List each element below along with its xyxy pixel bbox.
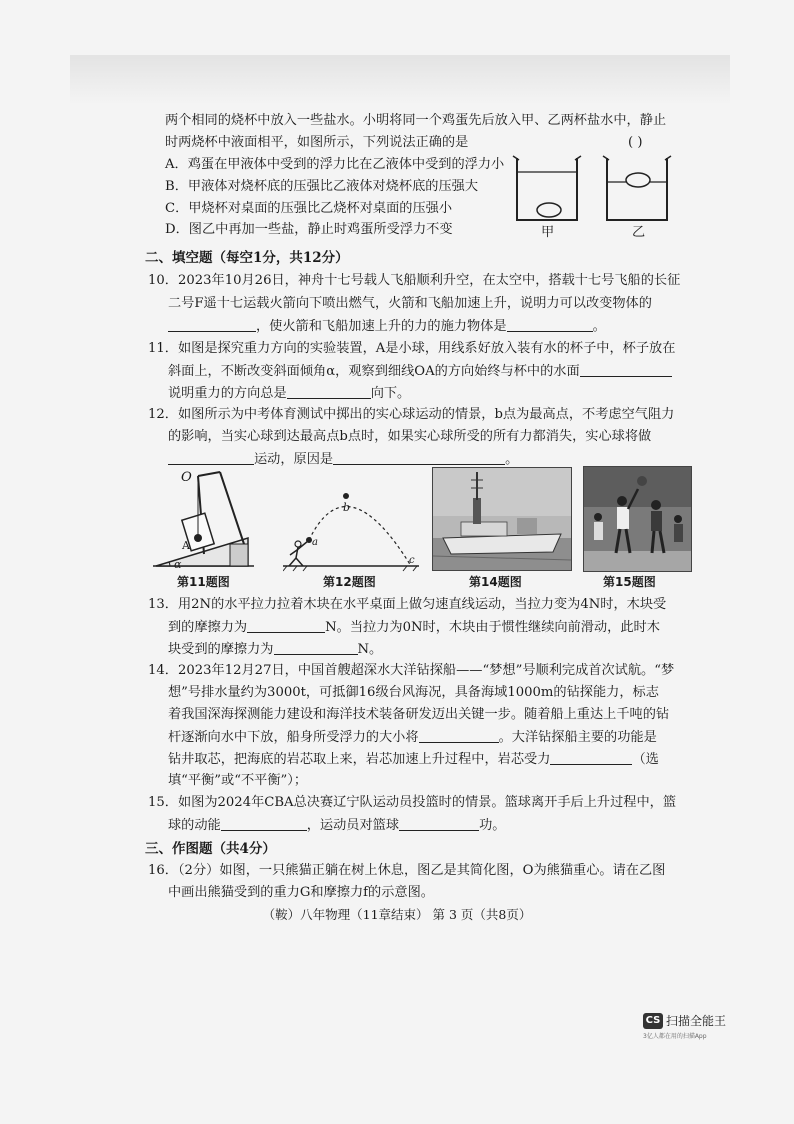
section-2-title: 二、填空题（每空1分，共12分）: [145, 250, 349, 266]
fig12-label-b: b: [343, 501, 351, 514]
q13-line-2-b: N。当拉力为0N时，木块由于惯性继续向前滑动，此时木: [325, 620, 660, 635]
figure-15-photo: [583, 466, 692, 572]
page-footer: （鞍）八年物理（11章结束） 第 3 页（共8页）: [262, 907, 532, 922]
q14-line-1: 14．2023年12月27日，中国首艘超深水大洋钻探船——“梦想”号顺利完成首次试航。“梦: [148, 663, 675, 678]
q16-line-2: 中画出熊猫受到的重力G和摩擦力f的示意图。: [168, 885, 434, 900]
fig11-caption: 第11题图: [177, 575, 230, 589]
q13-line-2-a: 到的摩擦力为: [168, 620, 248, 635]
q15-line-2-a: 球的动能: [168, 818, 221, 833]
fig11-label-a: A: [182, 539, 190, 552]
q14-blank-2[interactable]: [550, 750, 632, 765]
fig12-label-c: c: [409, 555, 415, 566]
q11-line-2-text: 斜面上，不断改变斜面倾角α，观察到细线OA的方向始终与杯中的水面: [168, 364, 580, 379]
q14-line-2: 想”号排水量约为3000t，可抵御16级台风海况，具备海域1000m的钻探能力，标志: [168, 685, 659, 700]
q12-blank-2[interactable]: [333, 450, 505, 465]
fig12-caption: 第12题图: [323, 575, 376, 589]
q9-answer-paren: ( ): [628, 135, 643, 150]
fig15-caption: 第15题图: [603, 575, 656, 589]
q10-line-3-end: 。: [592, 319, 606, 334]
q15-line-2-b: ，运动员对篮球: [306, 818, 400, 833]
q10-blank-1[interactable]: [168, 317, 256, 332]
figure-11: [148, 466, 260, 572]
q12-line-3-a: 运动，原因是: [254, 452, 334, 467]
q9-option-d: D．图乙中再加一些盐，静止时鸡蛋所受浮力不变: [165, 222, 453, 237]
beaker-yi: [603, 156, 671, 220]
scanner-logo-icon: CS: [643, 1013, 663, 1029]
q13-line-3-b: N。: [357, 642, 383, 657]
scanner-brand-slogan: 3亿人都在用的扫描App: [643, 1033, 707, 1040]
q15-blank-2[interactable]: [399, 816, 479, 831]
q11-line-3-a: 说明重力的方向总是: [168, 386, 287, 401]
q13-line-3-a: 块受到的摩擦力为: [168, 642, 274, 657]
q14-blank-1[interactable]: [419, 728, 499, 743]
q12-line-3-end: 。: [505, 452, 519, 467]
q15-blank-1[interactable]: [221, 816, 307, 831]
scanner-brand-name: 扫描全能王: [666, 1014, 727, 1028]
label-jia: 甲: [541, 225, 555, 240]
q14-line-4-b: 。大洋钻探船主要的功能是: [498, 730, 657, 745]
q10-line-3-mid: ，使火箭和飞船加速上升的力的施力物体是: [256, 319, 507, 334]
q14-line-4-a: 杆逐渐向水中下放，船身所受浮力的大小将: [168, 730, 419, 745]
q11-line-2: [168, 362, 672, 381]
q15-line-1: 15．如图为2024年CBA总决赛辽宁队运动员投篮时的情景。篮球离开手后上升过程中，篮: [148, 795, 677, 810]
q13-blank-2[interactable]: [274, 640, 358, 655]
fig11-label-o: O: [181, 470, 192, 485]
scanner-watermark: [643, 1010, 726, 1040]
fig12-label-a: a: [312, 537, 318, 548]
q13-line-1: 13．用2N的水平拉力拉着木块在水平桌面上做匀速直线运动，当拉力变为4N时，木块受: [148, 597, 667, 612]
q13-blank-1[interactable]: [247, 618, 325, 633]
q10-line-1: 10．2023年10月26日，神舟十七号载人飞船顺利升空，在太空中，搭载十七号飞船的长征: [148, 273, 681, 288]
q15-line-2: [168, 816, 505, 835]
q12-line-2: 的影响，当实心球到达最高点b点时，如果实心球所受的所有力都消失，实心球将做: [168, 429, 652, 444]
section-3-title: 三、作图题（共4分）: [145, 841, 276, 857]
q14-line-6: 填“平衡”或“不平衡”）；: [168, 773, 308, 788]
label-yi: 乙: [632, 225, 646, 240]
q11-blank-2[interactable]: [287, 384, 371, 399]
q9-beakers-figure: [505, 150, 685, 230]
q9-stem-2: 时两烧杯中液面相平，如图所示，下列说法正确的是: [165, 135, 469, 150]
figure-14-photo: [432, 467, 572, 571]
q13-line-3: [168, 640, 382, 659]
beaker-jia: [513, 156, 581, 220]
fig14-caption: 第14题图: [469, 575, 522, 589]
q9-option-b: B．甲液体对烧杯底的压强比乙液体对烧杯底的压强大: [165, 179, 479, 194]
q12-line-1: 12．如图所示为中考体育测试中掷出的实心球运动的情景，b点为最高点，不考虑空气阻力: [148, 407, 675, 422]
q14-line-4: [168, 728, 657, 747]
q9-option-a: A．鸡蛋在甲液体中受到的浮力比在乙液体中受到的浮力小: [165, 157, 505, 172]
q15-line-2-c: 功。: [479, 818, 506, 833]
scan-shadow: [70, 55, 730, 105]
figure-12: [283, 478, 423, 572]
q14-line-3: 着我国深海探测能力建设和海洋技术装备研发迈出关键一步。随着船上重达上千吨的钻: [168, 707, 670, 722]
q13-line-2: [168, 618, 660, 637]
q11-line-3: [168, 384, 410, 403]
q9-stem-1: 两个相同的烧杯中放入一些盐水。小明将同一个鸡蛋先后放入甲、乙两杯盐水中，静止: [165, 113, 667, 128]
fig11-label-alpha: α: [174, 558, 182, 571]
q10-blank-2[interactable]: [507, 317, 593, 332]
q11-blank-1[interactable]: [580, 362, 672, 377]
q11-line-1: 11．如图是探究重力方向的实验装置，A是小球，用线系好放入装有水的杯子中，杯子放在: [148, 341, 676, 356]
q10-line-3: [168, 317, 606, 336]
q14-line-5: [168, 750, 659, 769]
q11-line-3-b: 向下。: [370, 386, 411, 401]
q10-line-2: 二号F遥十七运载火箭向下喷出燃气，火箭和飞船加速上升，说明力可以改变物体的: [168, 296, 652, 311]
q9-option-c: C．甲烧杯对桌面的压强比乙烧杯对桌面的压强小: [165, 201, 453, 216]
q14-line-5-a: 钻井取芯，把海底的岩芯取上来，岩芯加速上升过程中，岩芯受力: [168, 752, 551, 767]
q12-blank-1[interactable]: [168, 450, 254, 465]
q16-line-1: 16．（2分）如图，一只熊猫正躺在树上休息，图乙是其简化图，O为熊猫重心。请在乙图: [148, 863, 666, 878]
q14-line-5-b: （选: [632, 752, 659, 767]
